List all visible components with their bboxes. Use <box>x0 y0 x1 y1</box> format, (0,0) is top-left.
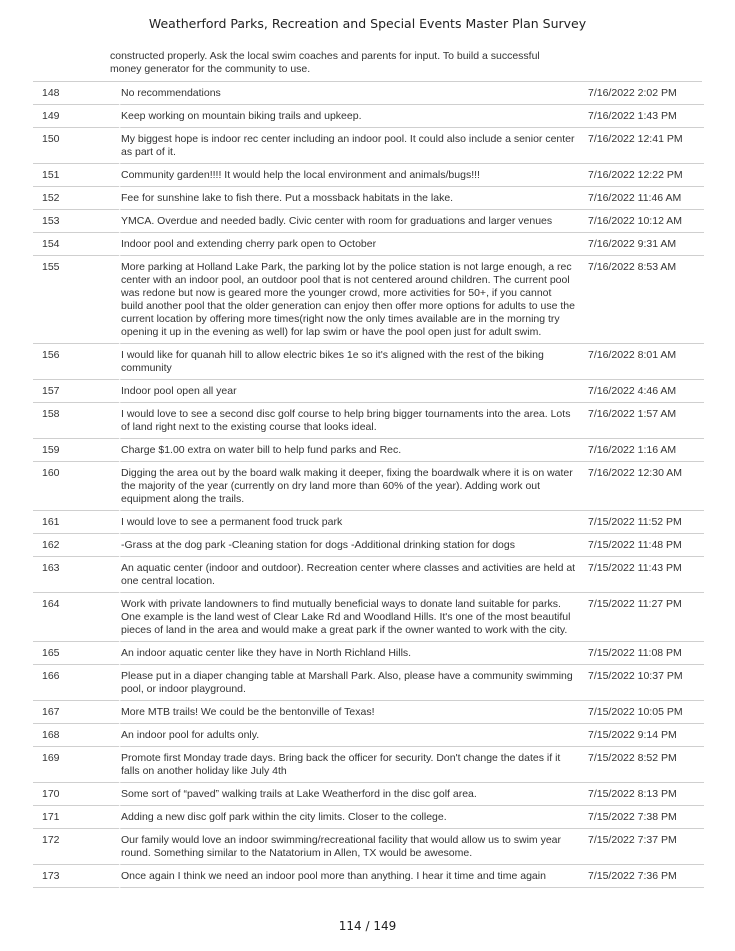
response-text: I would love to see a permanent food truck park <box>119 511 588 534</box>
response-text: YMCA. Overdue and needed badly. Civic center with room for graduations and larger venues <box>119 210 588 233</box>
response-date: 7/15/2022 9:14 PM <box>588 724 704 747</box>
response-number: 149 <box>33 105 119 128</box>
response-date: 7/15/2022 11:08 PM <box>588 642 704 665</box>
response-number: 159 <box>33 439 119 462</box>
response-number: 162 <box>33 534 119 557</box>
response-text: Digging the area out by the board walk making it deeper, fixing the boardwalk where it is on water the majority of the year (currently on dry land more than 60% of the year). Adding work out equipment along the trails. <box>119 462 588 511</box>
response-date: 7/15/2022 10:05 PM <box>588 701 704 724</box>
response-number: 167 <box>33 701 119 724</box>
response-date: 7/15/2022 8:13 PM <box>588 783 704 806</box>
response-text: An indoor aquatic center like they have in North Richland Hills. <box>119 642 588 665</box>
response-text: More parking at Holland Lake Park, the parking lot by the police station is not large enough, a rec center with an indoor pool, an outdoor pool that is not centered around children. The current pool was redone but now is geared more the younger crowd, more activities for 50+, if you cannot build another pool that the older generation can enjoy then offer more options for adults to use the current location by offering more times(right now the only times available are in the morning try opening it up in the evening as well) for lap swim or have the pool open just for adult swim. <box>119 256 588 344</box>
response-date: 7/15/2022 8:52 PM <box>588 747 704 783</box>
response-text: Please put in a diaper changing table at Marshall Park. Also, please have a community swimming pool, or indoor playground. <box>119 665 588 701</box>
response-date: 7/16/2022 1:16 AM <box>588 439 704 462</box>
response-text: Adding a new disc golf park within the city limits. Closer to the college. <box>119 806 588 829</box>
response-date: 7/16/2022 8:53 AM <box>588 256 704 344</box>
table-row <box>33 701 704 724</box>
response-number: 173 <box>33 865 119 888</box>
table-row <box>33 724 704 747</box>
table-row <box>33 439 704 462</box>
responses-table-body <box>33 82 704 888</box>
table-row <box>33 783 704 806</box>
response-text: Promote first Monday trade days. Bring back the officer for security. Don't change the dates if it falls on another holiday like July 4th <box>119 747 588 783</box>
response-text: Fee for sunshine lake to fish there. Put a mossback habitats in the lake. <box>119 187 588 210</box>
response-text: Keep working on mountain biking trails and upkeep. <box>119 105 588 128</box>
table-row <box>33 747 704 783</box>
response-text: I would like for quanah hill to allow electric bikes 1e so it's aligned with the rest of the biking community <box>119 344 588 380</box>
page-number: 114 / 149 <box>338 919 397 933</box>
table-row <box>33 187 704 210</box>
table-row <box>33 511 704 534</box>
response-number: 170 <box>33 783 119 806</box>
response-date: 7/15/2022 7:38 PM <box>588 806 704 829</box>
response-date: 7/16/2022 12:22 PM <box>588 164 704 187</box>
response-number: 150 <box>33 128 119 164</box>
response-text: I would love to see a second disc golf course to help bring bigger tournaments into the area. Lots of land right next to the existing course that looks ideal. <box>119 403 588 439</box>
table-row <box>33 865 704 888</box>
response-number: 156 <box>33 344 119 380</box>
response-text: More MTB trails! We could be the bentonville of Texas! <box>119 701 588 724</box>
table-row <box>33 256 704 344</box>
response-number: 161 <box>33 511 119 534</box>
response-date: 7/15/2022 7:37 PM <box>588 829 704 865</box>
response-number: 160 <box>33 462 119 511</box>
table-row <box>33 557 704 593</box>
response-number: 148 <box>33 82 119 105</box>
response-date: 7/16/2022 12:41 PM <box>588 128 704 164</box>
response-text: My biggest hope is indoor rec center including an indoor pool. It could also include a senior center as part of it. <box>119 128 588 164</box>
response-date: 7/16/2022 1:43 PM <box>588 105 704 128</box>
response-date: 7/16/2022 4:46 AM <box>588 380 704 403</box>
table-row <box>33 233 704 256</box>
table-row <box>33 164 704 187</box>
table-row <box>33 462 704 511</box>
response-text: Once again I think we need an indoor pool more than anything. I hear it time and time again <box>119 865 588 888</box>
response-date: 7/15/2022 11:48 PM <box>588 534 704 557</box>
response-text: An indoor pool for adults only. <box>119 724 588 747</box>
response-number: 151 <box>33 164 119 187</box>
table-row <box>33 380 704 403</box>
response-date: 7/15/2022 7:36 PM <box>588 865 704 888</box>
table-row <box>33 534 704 557</box>
response-date: 7/16/2022 8:01 AM <box>588 344 704 380</box>
response-date: 7/15/2022 10:37 PM <box>588 665 704 701</box>
response-text: Charge $1.00 extra on water bill to help fund parks and Rec. <box>119 439 588 462</box>
response-date: 7/16/2022 12:30 AM <box>588 462 704 511</box>
response-text: Some sort of “paved” walking trails at Lake Weatherford in the disc golf area. <box>119 783 588 806</box>
response-text: An aquatic center (indoor and outdoor). Recreation center where classes and activities are held at one central location. <box>119 557 588 593</box>
response-text: -Grass at the dog park -Cleaning station for dogs -Additional drinking station for dogs <box>119 534 588 557</box>
response-text: Work with private landowners to find mutually beneficial ways to donate land suitable for parks. One example is the land west of Clear Lake Rd and Woodland Hills. It's one of the most beautiful pieces of land in the area and would make a great park if the owner wanted to work with the city. <box>119 593 588 642</box>
responses-table <box>33 82 704 888</box>
response-number: 172 <box>33 829 119 865</box>
table-row <box>33 593 704 642</box>
response-number: 171 <box>33 806 119 829</box>
response-date: 7/16/2022 9:31 AM <box>588 233 704 256</box>
table-row <box>33 82 704 105</box>
response-number: 169 <box>33 747 119 783</box>
response-date: 7/15/2022 11:27 PM <box>588 593 704 642</box>
table-row <box>33 128 704 164</box>
response-number: 152 <box>33 187 119 210</box>
table-row <box>33 403 704 439</box>
response-number: 163 <box>33 557 119 593</box>
response-number: 157 <box>33 380 119 403</box>
table-row <box>33 210 704 233</box>
response-number: 164 <box>33 593 119 642</box>
response-text: Our family would love an indoor swimming/recreational facility that would allow us to swim year round. Something similar to the Natatorium in Allen, TX would be awesome. <box>119 829 588 865</box>
response-number: 168 <box>33 724 119 747</box>
response-date: 7/16/2022 2:02 PM <box>588 82 704 105</box>
response-date: 7/15/2022 11:43 PM <box>588 557 704 593</box>
table-row <box>33 829 704 865</box>
response-date: 7/15/2022 11:52 PM <box>588 511 704 534</box>
table-row <box>33 665 704 701</box>
table-row <box>33 105 704 128</box>
response-text: Community garden!!!! It would help the local environment and animals/bugs!!! <box>119 164 588 187</box>
page-title: Weatherford Parks, Recreation and Special Events Master Plan Survey <box>148 16 587 31</box>
response-number: 154 <box>33 233 119 256</box>
response-number: 166 <box>33 665 119 701</box>
response-date: 7/16/2022 11:46 AM <box>588 187 704 210</box>
continued-response-text: constructed properly. Ask the local swim coaches and parents for input. To build a successful money generator for the community to use. <box>110 50 540 75</box>
table-row <box>33 806 704 829</box>
response-number: 165 <box>33 642 119 665</box>
table-row <box>33 344 704 380</box>
response-text: Indoor pool open all year <box>119 380 588 403</box>
response-date: 7/16/2022 1:57 AM <box>588 403 704 439</box>
response-text: No recommendations <box>119 82 588 105</box>
table-row <box>33 642 704 665</box>
response-date: 7/16/2022 10:12 AM <box>588 210 704 233</box>
response-number: 153 <box>33 210 119 233</box>
response-number: 158 <box>33 403 119 439</box>
response-text: Indoor pool and extending cherry park open to October <box>119 233 588 256</box>
response-number: 155 <box>33 256 119 344</box>
